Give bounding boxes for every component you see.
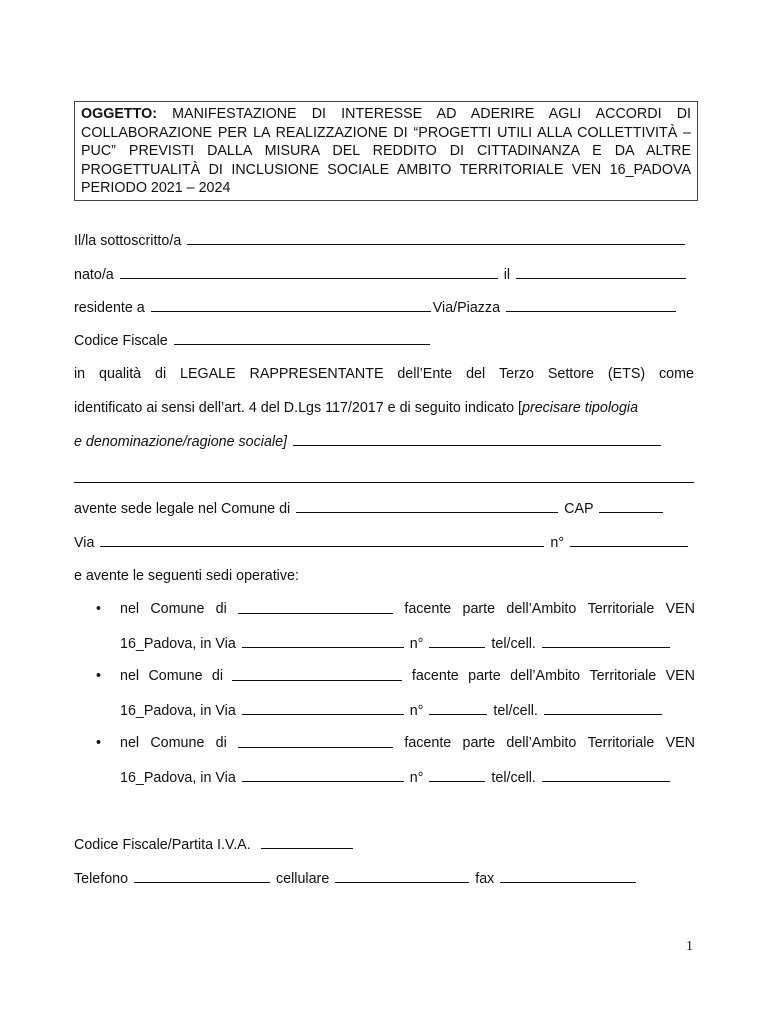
- vat-line: [74, 835, 355, 854]
- signer-field[interactable]: [187, 231, 685, 245]
- operative-1-line: [120, 600, 695, 618]
- role-word: dell’Ente: [397, 366, 453, 382]
- identified-italic: precisare tipologia: [522, 400, 639, 416]
- operative-3-comune-field[interactable]: [238, 734, 393, 748]
- operative-2-via-field[interactable]: [242, 701, 404, 715]
- role-word: come: [659, 366, 694, 382]
- identified-text: identificato ai sensi dell’art. 4 del D.Lgs 117/2017 e di seguito indicato [: [74, 400, 522, 416]
- denomination-field-continued[interactable]: [74, 482, 694, 483]
- operative-1-via-field[interactable]: [242, 634, 404, 648]
- denomination-label: e denominazione/ragione sociale]: [74, 434, 288, 450]
- padova-via-label: 16_Padova, in Via: [120, 636, 236, 652]
- operative-2-number-field[interactable]: [429, 701, 487, 715]
- legal-seat-line: [74, 499, 665, 518]
- tel-label: tel/cell.: [493, 703, 538, 719]
- ambito-word: dell’Ambito: [506, 601, 577, 617]
- operative-1-number-field[interactable]: [429, 634, 485, 648]
- role-word: Settore: [547, 366, 594, 382]
- operative-3-via-field[interactable]: [242, 768, 404, 782]
- taxcode-label: Codice Fiscale: [74, 333, 168, 349]
- comune-word: nel: [120, 668, 140, 684]
- subject-text: MANIFESTAZIONE DI INTERESSE AD ADERIRE AGLI ACCORDI DI COLLABORAZIONE PER LA REALIZZAZIONE DI “PROGETTI UTILI ALLA COLLETTIVITÀ – PUC” PREVISTI DALLA MISURA DEL REDDITO DI CITTADINANZA E DA ALTRE PROGETTUALITÀ DI INCLUSIONE SOCIALE AMBITO TERRITORIALE VEN 16_PADOVA PERIODO 2021 – 2024: [81, 106, 691, 196]
- ambito-word: Territoriale: [589, 668, 657, 684]
- role-word: Terzo: [499, 366, 534, 382]
- comune-word: nel: [120, 601, 140, 617]
- street-label: Via/Piazza: [432, 300, 501, 316]
- ambito-word: facente: [404, 735, 452, 751]
- role-word: (ETS): [607, 366, 646, 382]
- residence-field[interactable]: [151, 298, 431, 312]
- operative-heading: [74, 567, 299, 585]
- denomination-field[interactable]: [293, 432, 661, 446]
- contact-line: [74, 869, 638, 888]
- role-word: RAPPRESENTANTE: [249, 366, 384, 382]
- residence-line: [74, 298, 678, 317]
- via-field[interactable]: [100, 533, 544, 547]
- vat-field[interactable]: [261, 835, 353, 849]
- comune-word: di: [215, 601, 227, 617]
- cap-label: CAP: [564, 501, 594, 517]
- number-field[interactable]: [570, 533, 688, 547]
- phone-field[interactable]: [134, 869, 270, 883]
- tel-label: tel/cell.: [491, 770, 536, 786]
- padova-via-label: 16_Padova, in Via: [120, 703, 236, 719]
- number-label: n°: [550, 535, 565, 551]
- ambito-word: parte: [468, 668, 501, 684]
- taxcode-field[interactable]: [174, 331, 430, 345]
- denomination-line: [74, 432, 663, 451]
- ambito-word: Territoriale: [587, 735, 655, 751]
- taxcode-line: [74, 331, 432, 350]
- operative-3-line: [120, 734, 695, 752]
- legal-seat-field[interactable]: [296, 499, 558, 513]
- ambito-word: Territoriale: [587, 601, 655, 617]
- operative-2-tel-field[interactable]: [544, 701, 662, 715]
- subject-label: OGGETTO:: [81, 106, 157, 122]
- operative-label: e avente le seguenti sedi operative:: [74, 568, 299, 584]
- vat-label: Codice Fiscale/Partita I.V.A.: [74, 837, 251, 853]
- ambito-word: parte: [462, 735, 496, 751]
- comune-word: di: [215, 735, 227, 751]
- ambito-word: dell’Ambito: [506, 735, 577, 751]
- operative-1-comune-field[interactable]: [238, 600, 393, 614]
- born-label: nato/a: [74, 267, 114, 283]
- identified-line: [74, 399, 638, 417]
- ambito-word: VEN: [665, 735, 695, 751]
- comune-word: nel: [120, 735, 140, 751]
- number-label: n°: [409, 703, 424, 719]
- number-label: n°: [409, 636, 424, 652]
- cap-field[interactable]: [599, 499, 663, 513]
- ambito-word: facente: [411, 668, 459, 684]
- comune-word: Comune: [148, 668, 203, 684]
- operative-3-tel-field[interactable]: [542, 768, 670, 782]
- via-label: Via: [74, 535, 95, 551]
- role-word: in: [74, 366, 86, 382]
- birthdate-label: il: [503, 267, 511, 283]
- birth-line: [74, 265, 688, 284]
- page-number: 1: [686, 939, 693, 954]
- operative-1-tel-field[interactable]: [542, 634, 670, 648]
- ambito-word: facente: [404, 601, 452, 617]
- operative-2-address: [120, 701, 664, 720]
- operative-3-address: [120, 768, 672, 787]
- birthdate-field[interactable]: [516, 265, 686, 279]
- street-field[interactable]: [506, 298, 676, 312]
- role-word: del: [466, 366, 486, 382]
- bullet-3: •: [96, 735, 102, 751]
- padova-via-label: 16_Padova, in Via: [120, 770, 236, 786]
- signer-label: Il/la sottoscritto/a: [74, 233, 182, 249]
- tel-label: tel/cell.: [491, 636, 536, 652]
- fax-field[interactable]: [500, 869, 636, 883]
- mobile-field[interactable]: [335, 869, 469, 883]
- role-word: di: [155, 366, 167, 382]
- ambito-word: VEN: [665, 601, 695, 617]
- legal-seat-label: avente sede legale nel Comune di: [74, 501, 291, 517]
- ambito-word: dell’Ambito: [510, 668, 581, 684]
- comune-word: di: [211, 668, 224, 684]
- bullet-2: •: [96, 668, 102, 684]
- operative-3-number-field[interactable]: [429, 768, 485, 782]
- operative-2-comune-field[interactable]: [232, 667, 402, 681]
- signer-line: [74, 231, 687, 250]
- number-label: n°: [409, 770, 424, 786]
- bullet-1: •: [96, 601, 102, 617]
- subject-box: [74, 101, 698, 201]
- operative-1-address: [120, 634, 672, 653]
- phone-label: Telefono: [74, 871, 129, 887]
- role-word: LEGALE: [180, 366, 236, 382]
- fax-label: fax: [475, 871, 495, 887]
- comune-word: Comune: [150, 601, 205, 617]
- mobile-label: cellulare: [276, 871, 330, 887]
- birthplace-field[interactable]: [120, 265, 498, 279]
- resident-label: residente a: [74, 300, 145, 316]
- role-line: [74, 365, 694, 383]
- role-word: qualità: [99, 366, 142, 382]
- operative-2-line: [120, 667, 695, 685]
- address-line: [74, 533, 690, 552]
- comune-word: Comune: [150, 735, 205, 751]
- ambito-word: VEN: [665, 668, 695, 684]
- ambito-word: parte: [462, 601, 496, 617]
